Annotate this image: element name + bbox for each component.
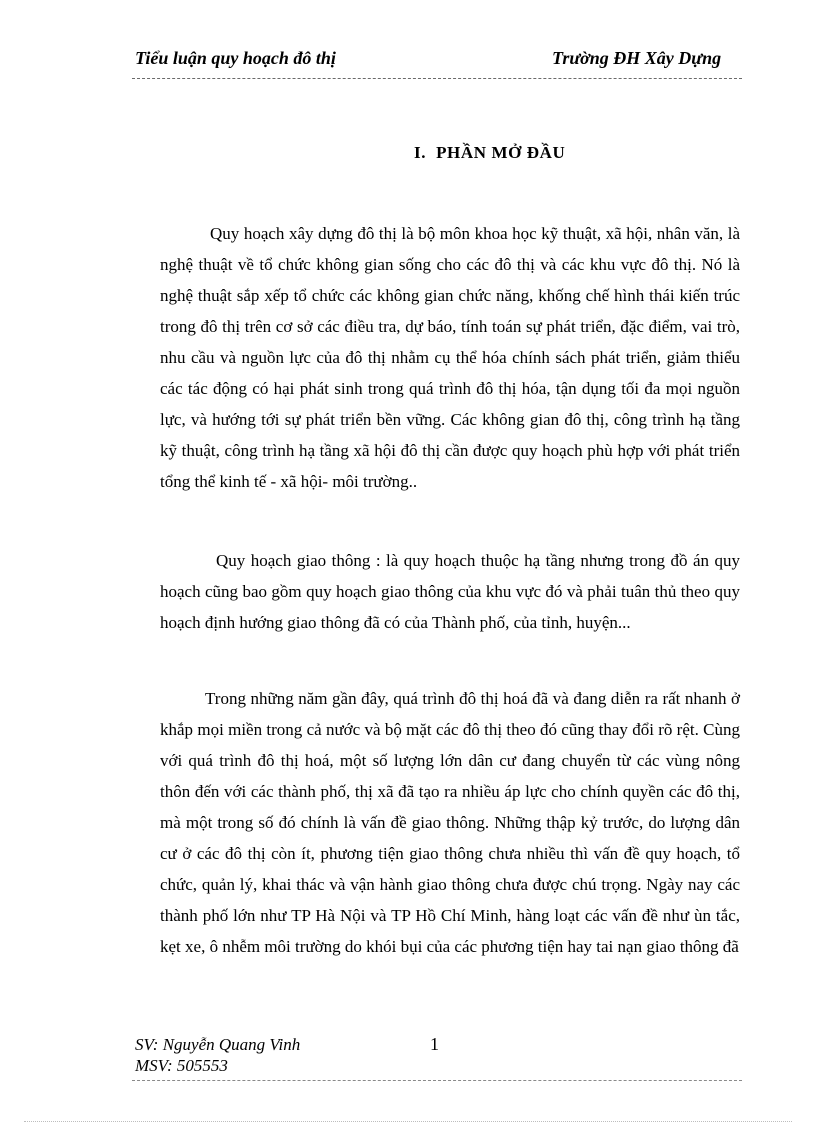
section-heading	[414, 143, 565, 163]
page-bottom-border	[24, 1121, 792, 1122]
paragraph-urbanization: Trong những năm gần đây, quá trình đô thị hoá đã và đang diễn ra rất nhanh ở khắp mọi miền trong cả nước và bộ mặt các đô thị theo đó cũng thay đổi rõ rệt. Cùng với quá trình đô thị hoá, một số lượng lớn dân cư đang chuyển từ các vùng nông thôn đến với các thành phố, thị xã đã tạo ra nhiều áp lực cho chính quyền các đô thị, mà một trong số đó chính là vấn đề giao thông. Những thập kỷ trước, do lượng dân cư ở các đô thị còn ít, phương tiện giao thông chưa nhiều thì vấn đề quy hoạch, tổ chức, quản lý, khai thác và vận hành giao thông chưa được chú trọng. Ngày nay các thành phố lớn như TP Hà Nội và TP Hồ Chí Minh, hàng loạt các vấn đề như ùn tắc, kẹt xe, ô nhễm môi trường do khói bụi của các phương tiện hay tai nạn giao thông đã	[160, 689, 740, 956]
paragraph-traffic-planning: Quy hoạch giao thông : là quy hoạch thuộc hạ tầng nhưng trong đồ án quy hoạch cũng bao gồm quy hoạch giao thông của khu vực đó và phải tuân thủ theo quy hoạch định hướng giao thông đã có của Thành phố, của tỉnh, huyện...	[160, 551, 740, 632]
section-number: I.	[414, 143, 427, 162]
header-divider	[132, 78, 742, 79]
paragraph-urban-planning: Quy hoạch xây dựng đô thị là bộ môn khoa học kỹ thuật, xã hội, nhân văn, là nghệ thuật về tổ chức không gian sống cho các đô thị và các khu vực đô thị. Nó là nghệ thuật sắp xếp tổ chức các không gian chức năng, khống chế hình thái kiến trúc trong đô thị trên cơ sở các điều tra, dự báo, tính toán sự phát triển, đặc điểm, vai trò, nhu cầu và nguồn lực của đô thị nhằm cụ thể hóa chính sách phát triển, giảm thiểu các tác động có hại phát sinh trong quá trình đô thị hóa, tận dụng tối đa mọi nguồn lực, và hướng tới sự phát triển bền vững. Các không gian đô thị, công trình hạ tầng kỹ thuật, công trình hạ tầng xã hội đô thị cần được quy hoạch phù hợp với phát triển tổng thể kinh tế - xã hội- môi trường..	[160, 224, 740, 491]
header-university: Trường ĐH Xây Dựng	[552, 48, 722, 68]
section-title: PHẦN MỞ ĐẦU	[436, 143, 566, 162]
footer-student-name: SV: Nguyễn Quang Vinh	[135, 1035, 301, 1054]
header-course-title: Tiểu luận quy hoạch đô thị	[135, 48, 336, 68]
page-number: 1	[430, 1034, 439, 1054]
footer-divider	[132, 1080, 742, 1081]
footer-student-id: MSV: 505553	[135, 1056, 228, 1075]
footer-student-info	[135, 1034, 300, 1076]
